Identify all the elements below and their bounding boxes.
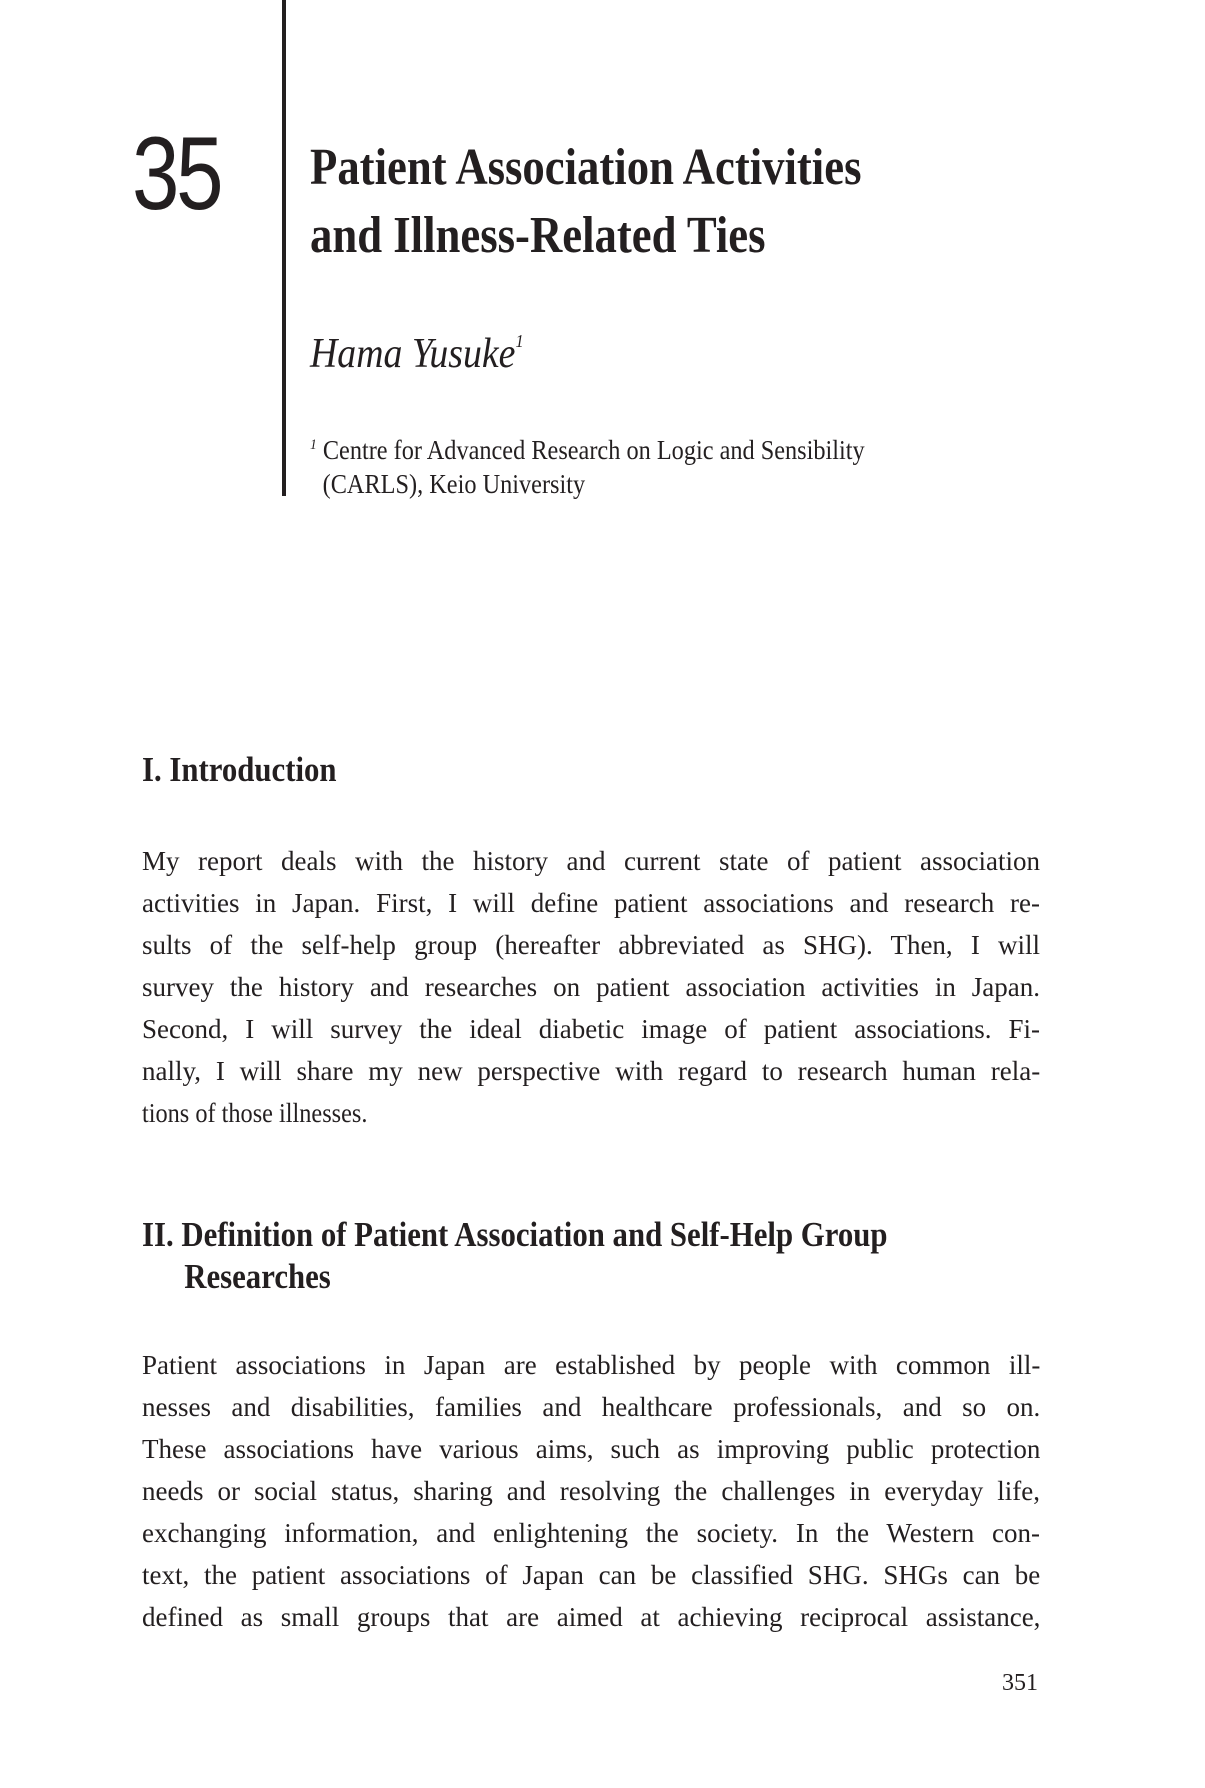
chapter-title-line: Patient Association Activities bbox=[310, 139, 862, 196]
chapter-title-line: and Illness-Related Ties bbox=[310, 207, 766, 264]
paragraph-line: sults of the self-help group (hereafter abbreviated as SHG). Then, I will bbox=[142, 930, 1040, 960]
paragraph-line: nesses and disabilities, families and healthcare professionals, and so on. bbox=[142, 1392, 1041, 1422]
affiliation-line: (CARLS), Keio University bbox=[322, 469, 586, 499]
introduction-paragraph bbox=[142, 840, 1040, 1134]
paragraph-line: Second, I will survey the ideal diabetic image of patient associations. Fi- bbox=[142, 1014, 1041, 1044]
section-heading-definition bbox=[142, 1214, 1147, 1298]
author-name-text: Hama Yusuke bbox=[310, 331, 516, 377]
definition-paragraph bbox=[142, 1344, 1040, 1638]
paragraph-line: survey the history and researches on patient association activities in Japan. bbox=[142, 972, 1041, 1002]
section-heading-line: Researches bbox=[184, 1257, 331, 1296]
chapter-number: 35 bbox=[132, 116, 221, 232]
paragraph-line: tions of those illnesses. bbox=[142, 1098, 368, 1128]
paragraph-line: needs or social status, sharing and resolving the challenges in everyday life, bbox=[142, 1476, 1041, 1506]
paragraph-line: activities in Japan. First, I will define patient associations and research re- bbox=[142, 888, 1040, 918]
affiliation-line: Centre for Advanced Research on Logic and Sensibility bbox=[322, 435, 865, 465]
paragraph-line: defined as small groups that are aimed at achieving reciprocal assistance, bbox=[142, 1602, 1041, 1632]
section-heading-line: II. Definition of Patient Association and Self-Help Group bbox=[142, 1215, 888, 1254]
paragraph-line: exchanging information, and enlightening the society. In the Western con- bbox=[142, 1518, 1040, 1548]
paragraph-line: text, the patient associations of Japan can be classified SHG. SHGs can be bbox=[142, 1560, 1041, 1590]
author-affiliation bbox=[310, 428, 865, 501]
page-number: 351 bbox=[1002, 1670, 1038, 1696]
paragraph-line: These associations have various aims, such as improving public protection bbox=[142, 1434, 1041, 1464]
chapter-divider-rule bbox=[282, 0, 286, 496]
paragraph-line: Patient associations in Japan are established by people with common ill- bbox=[142, 1350, 1041, 1380]
section-heading-introduction: I. Introduction bbox=[142, 750, 337, 789]
affiliation-footnote-marker: 1 bbox=[310, 437, 317, 453]
author-footnote-marker: 1 bbox=[515, 331, 524, 351]
paragraph-line: nally, I will share my new perspective with regard to research human rela- bbox=[142, 1056, 1041, 1086]
paragraph-line: My report deals with the history and current state of patient association bbox=[142, 846, 1040, 876]
chapter-title bbox=[310, 134, 861, 270]
author-name bbox=[310, 332, 524, 375]
